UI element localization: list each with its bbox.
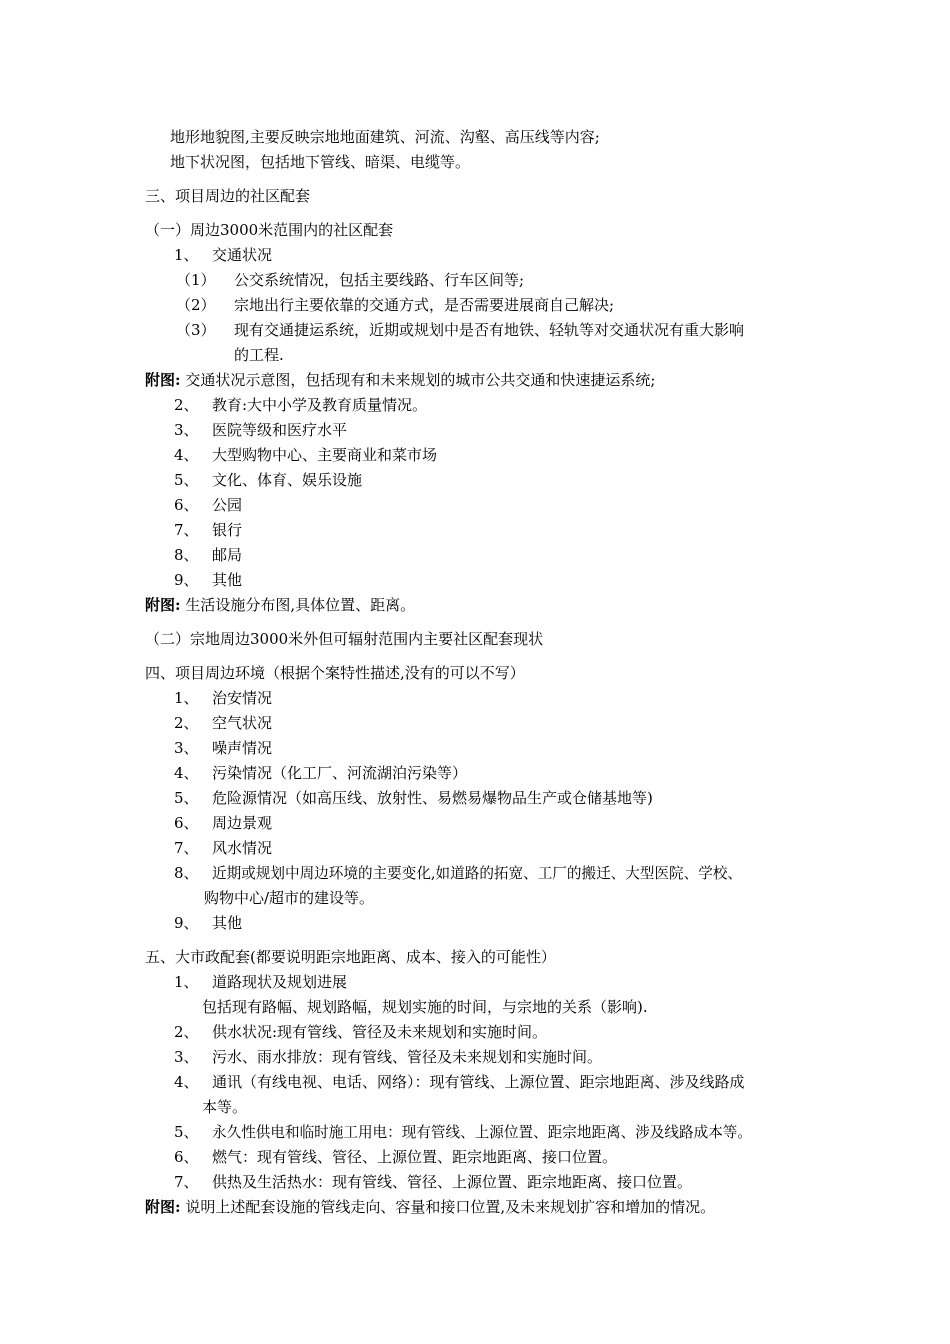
figure-text: 说明上述配套设施的管线走向、容量和接口位置,及未来规划扩容和增加的情况。 [185, 1198, 716, 1216]
item-text: 通讯（有线电视、电话、网络）：现有管线、上源位置、距宗地距离、涉及线路成 [212, 1073, 745, 1091]
item-number: 6、 [174, 814, 199, 832]
list-item [176, 320, 744, 340]
item-number: 9、 [174, 914, 199, 932]
item-number: 4、 [174, 1073, 199, 1091]
figure-text: 交通状况示意图，包括现有和未来规划的城市公共交通和快速捷运系统; [185, 371, 656, 389]
figure-text: 生活设施分布图,具体位置、距离。 [185, 596, 416, 614]
figure-note [145, 1197, 715, 1217]
item-text: 大型购物中心、主要商业和菜市场 [212, 446, 438, 464]
text-line: 地下状况图，包括地下管线、暗渠、电缆等。 [170, 153, 471, 171]
figure-label: 附图: [145, 371, 181, 389]
item-text: 交通状况 [212, 246, 273, 264]
section-heading: 四、项目周边环境（根据个案特性描述,没有的可以不写） [145, 664, 525, 682]
item-number: 3、 [174, 421, 199, 439]
item-text: 噪声情况 [212, 739, 273, 757]
item-text-continued: 包括现有路幅、规划路幅，规划实施的时间，与宗地的关系（影响). [202, 998, 648, 1016]
list-item [174, 863, 742, 884]
item-text-continued: 购物中心/超市的建设等。 [204, 889, 375, 907]
item-text: 宗地出行主要依靠的交通方式，是否需要进展商自己解决; [234, 296, 615, 314]
item-text: 风水情况 [212, 839, 273, 857]
item-number: 7、 [174, 1173, 199, 1191]
item-text: 治安情况 [212, 689, 273, 707]
item-number: （3） [176, 321, 216, 339]
item-text: 污染情况（化工厂、河流湖泊污染等） [212, 764, 468, 782]
item-text: 空气状况 [212, 714, 273, 732]
item-number: （1） [176, 271, 216, 289]
item-number: 2、 [174, 1023, 199, 1041]
list-item [174, 245, 272, 265]
item-text: 永久性供电和临时施工用电：现有管线、上源位置、距宗地距离、涉及线路成本等。 [212, 1124, 752, 1141]
list-item [174, 495, 242, 515]
list-item [174, 738, 272, 758]
item-number: 7、 [174, 521, 199, 539]
list-item [174, 813, 272, 833]
item-text: 现有交通捷运系统，近期或规划中是否有地铁、轻轨等对交通状况有重大影响 [234, 321, 745, 339]
list-item [174, 545, 242, 565]
item-number: 1、 [174, 246, 199, 264]
item-text: 文化、体育、娱乐设施 [212, 471, 363, 489]
list-item [176, 270, 524, 290]
list-item [174, 763, 467, 783]
list-item [176, 295, 614, 315]
figure-label: 附图: [145, 1198, 181, 1216]
text-line: 地形地貌图,主要反映宗地地面建筑、河流、沟壑、高压线等内容; [170, 128, 600, 146]
item-number: 2、 [174, 396, 199, 414]
list-item [174, 420, 347, 440]
item-text: 周边景观 [212, 814, 273, 832]
item-number: 4、 [174, 446, 199, 464]
item-number: 4、 [174, 764, 199, 782]
list-item [174, 1072, 745, 1092]
item-number: 8、 [174, 546, 199, 564]
subsection-heading: （一）周边3000米范围内的社区配套 [145, 221, 394, 239]
list-item [174, 713, 272, 733]
item-text: 公交系统情况，包括主要线路、行车区间等; [234, 271, 525, 289]
list-item [174, 913, 242, 933]
item-text-continued: 的工程. [234, 346, 284, 364]
figure-note [145, 595, 415, 615]
list-item [174, 788, 653, 808]
item-text: 教育:大中小学及教育质量情况。 [212, 396, 428, 414]
item-text: 近期或规划中周边环境的主要变化,如道路的拓宽、工厂的搬迁、大型医院、学校、 [212, 865, 743, 882]
item-text: 银行 [212, 521, 243, 539]
item-text: 供热及生活热水：现有管线、管径、上源位置、距宗地距离、接口位置。 [212, 1173, 693, 1191]
section-heading: 三、项目周边的社区配套 [145, 187, 311, 205]
item-text: 医院等级和医疗水平 [212, 421, 348, 439]
list-item [174, 838, 272, 858]
item-text: 燃气：现有管线、管径、上源位置、距宗地距离、接口位置。 [212, 1148, 618, 1166]
list-item [174, 1172, 692, 1192]
subsection-heading: （二）宗地周边3000米外但可辐射范围内主要社区配套现状 [145, 630, 544, 648]
list-item [174, 1047, 602, 1067]
item-number: 3、 [174, 739, 199, 757]
list-item [174, 688, 272, 708]
item-number: 2、 [174, 714, 199, 732]
list-item [174, 445, 437, 465]
item-number: 9、 [174, 571, 199, 589]
list-item [174, 1122, 752, 1143]
list-item [174, 395, 427, 415]
list-item [174, 470, 362, 490]
item-number: 8、 [174, 864, 199, 882]
list-item [174, 570, 242, 590]
item-text: 邮局 [212, 546, 243, 564]
item-text: 其他 [212, 914, 243, 932]
item-number: 1、 [174, 973, 199, 991]
item-text: 污水、雨水排放：现有管线、管径及未来规划和实施时间。 [212, 1048, 603, 1066]
item-number: 6、 [174, 1148, 199, 1166]
figure-label: 附图: [145, 596, 181, 614]
item-number: 5、 [174, 1123, 199, 1141]
item-text-continued: 本等。 [202, 1098, 248, 1116]
item-text: 其他 [212, 571, 243, 589]
item-number: 6、 [174, 496, 199, 514]
list-item [174, 972, 347, 992]
item-number: 7、 [174, 839, 199, 857]
list-item [174, 1022, 547, 1042]
section-heading: 五、大市政配套(都要说明距宗地距离、成本、接入的可能性） [145, 948, 556, 966]
item-text: 危险源情况（如高压线、放射性、易燃易爆物品生产或仓储基地等) [212, 789, 653, 807]
item-text: 供水状况:现有管线、管径及未来规划和实施时间。 [212, 1023, 548, 1041]
item-number: 5、 [174, 471, 199, 489]
item-text: 道路现状及规划进展 [212, 973, 348, 991]
list-item [174, 1147, 617, 1167]
item-text: 公园 [212, 496, 243, 514]
item-number: 1、 [174, 689, 199, 707]
item-number: 5、 [174, 789, 199, 807]
item-number: 3、 [174, 1048, 199, 1066]
item-number: （2） [176, 296, 216, 314]
figure-note [145, 370, 655, 390]
list-item [174, 520, 242, 540]
